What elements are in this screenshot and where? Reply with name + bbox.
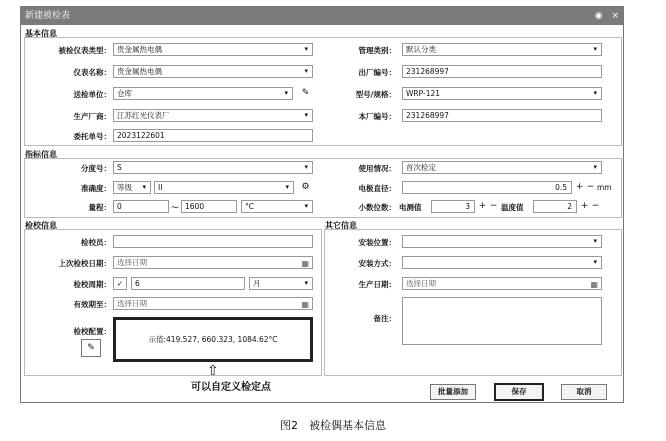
method-select[interactable] — [402, 256, 602, 269]
instrument-type-select[interactable]: 贵金属热电偶 ▾ — [113, 43, 313, 56]
label-method: 安装方式： — [358, 259, 396, 268]
minus-icon[interactable]: − — [489, 201, 498, 211]
label-mgmt: 管理类别： — [358, 46, 396, 55]
division-select[interactable]: S ▾ — [113, 161, 313, 174]
label-location: 安装位置： — [358, 238, 396, 247]
minus-icon[interactable]: − — [591, 201, 600, 211]
model-select[interactable]: WRP-121 ▾ — [402, 87, 602, 100]
diameter-input[interactable]: 0.5 — [402, 181, 572, 194]
edit-pencil-icon[interactable]: ✎ — [301, 88, 310, 98]
arrow-up-icon: ⇧ — [207, 363, 219, 379]
config-display: 示值:419.527, 660.323, 1084.62°C — [113, 317, 313, 362]
label-range: 量程： — [88, 203, 111, 212]
dialog-window — [20, 6, 624, 403]
dept-select[interactable]: 仓库 ▾ — [113, 87, 293, 100]
section-index-title: 指标信息 — [25, 150, 57, 159]
mgmt-select[interactable]: 默认分类 ▾ — [402, 43, 602, 56]
range-separator: ～ — [171, 203, 179, 212]
decimals-label-electric: 电测值 — [399, 203, 422, 212]
diameter-unit: mm — [597, 183, 612, 192]
label-order: 委托单号： — [73, 132, 111, 141]
label-model: 型号/规格： — [355, 90, 396, 99]
maker-select[interactable]: 江苏红光仪表厂 ▾ — [113, 109, 313, 122]
label-division: 分度号： — [81, 164, 111, 173]
valid-date-input[interactable] — [113, 297, 313, 310]
inspector-input[interactable] — [113, 235, 313, 248]
label-valid: 有效期至： — [73, 300, 111, 309]
label-local: 本厂编号： — [358, 112, 396, 121]
range-high-input[interactable]: 1600 — [181, 200, 237, 213]
period-unit-select[interactable]: 月 ▾ — [249, 277, 313, 290]
note-textarea[interactable] — [402, 297, 602, 345]
window-title: 新建被检表 — [25, 11, 71, 21]
annotation-text: 可以自定义检定点 — [191, 382, 271, 393]
label-serial: 出厂编号： — [358, 68, 396, 77]
calendar-icon[interactable]: ▦ — [301, 300, 309, 309]
period-checkbox[interactable]: ✓ — [113, 277, 127, 290]
gear-icon[interactable]: ⚙ — [301, 182, 310, 192]
label-inspector: 检校员： — [81, 238, 111, 247]
order-input[interactable]: 2023122601 — [113, 129, 313, 142]
local-input[interactable]: 231268997 — [402, 109, 602, 122]
last-date-input[interactable] — [113, 256, 313, 269]
location-select[interactable] — [402, 235, 602, 248]
decimals-temp-input[interactable]: 2 — [533, 200, 577, 213]
batch-add-button[interactable]: 批量添加 — [430, 384, 476, 400]
plus-icon[interactable]: + — [580, 201, 589, 211]
label-last-date: 上次检校日期： — [58, 259, 111, 268]
unit-select[interactable]: °C ▾ — [241, 200, 313, 213]
label-usage: 使用情况： — [358, 164, 396, 173]
instrument-name-select[interactable]: 贵金属热电偶 ▾ — [113, 65, 313, 78]
calendar-icon[interactable]: ▦ — [301, 259, 309, 268]
label-dept: 送检单位： — [73, 90, 111, 99]
valid-date-placeholder: 选择日期 — [117, 299, 147, 308]
decimals-label-temp: 温度值 — [501, 203, 524, 212]
label-decimals: 小数位数： — [358, 203, 396, 212]
title-bar — [21, 7, 623, 25]
label-instrument-type: 被检仪表类型： — [58, 46, 111, 55]
label-note: 备注： — [373, 314, 396, 323]
label-instrument-name: 仪表名称： — [73, 68, 111, 77]
usage-select[interactable]: 首次检定 ▾ — [402, 161, 602, 174]
range-low-input[interactable]: 0 — [113, 200, 169, 213]
label-period: 检校周期： — [73, 280, 111, 289]
cancel-button[interactable]: 取消 — [561, 384, 607, 400]
section-check-title: 检校信息 — [25, 221, 57, 230]
prod-date-placeholder: 选择日期 — [406, 279, 436, 288]
plus-icon[interactable]: + — [575, 182, 584, 192]
period-input[interactable]: 6 — [131, 277, 245, 290]
label-maker: 生产厂商： — [73, 112, 111, 121]
label-config: 检校配置： — [73, 327, 111, 336]
edit-pencil-icon[interactable]: ✎ — [81, 339, 101, 357]
section-other-title: 其它信息 — [325, 221, 357, 230]
accuracy-grade-select[interactable]: II ▾ — [154, 181, 294, 194]
close-icon[interactable]: × — [611, 11, 619, 21]
eye-icon[interactable]: ◉ — [594, 11, 603, 21]
save-button[interactable]: 保存 — [494, 383, 544, 401]
last-date-placeholder: 选择日期 — [117, 258, 147, 267]
prod-date-input[interactable] — [402, 277, 602, 290]
label-accuracy: 准确度： — [81, 184, 111, 193]
section-basic-title: 基本信息 — [25, 29, 57, 38]
serial-input[interactable]: 231268997 — [402, 65, 602, 78]
calendar-icon[interactable]: ▦ — [590, 280, 598, 289]
minus-icon[interactable]: − — [586, 182, 595, 192]
decimals-electric-input[interactable]: 3 — [431, 200, 475, 213]
label-diameter: 电极直径： — [358, 184, 396, 193]
figure-caption: 图2 被检偶基本信息 — [280, 419, 386, 432]
label-prod-date: 生产日期： — [358, 280, 396, 289]
plus-icon[interactable]: + — [478, 201, 487, 211]
accuracy-kind-select[interactable]: 等级 ▾ — [113, 181, 151, 194]
